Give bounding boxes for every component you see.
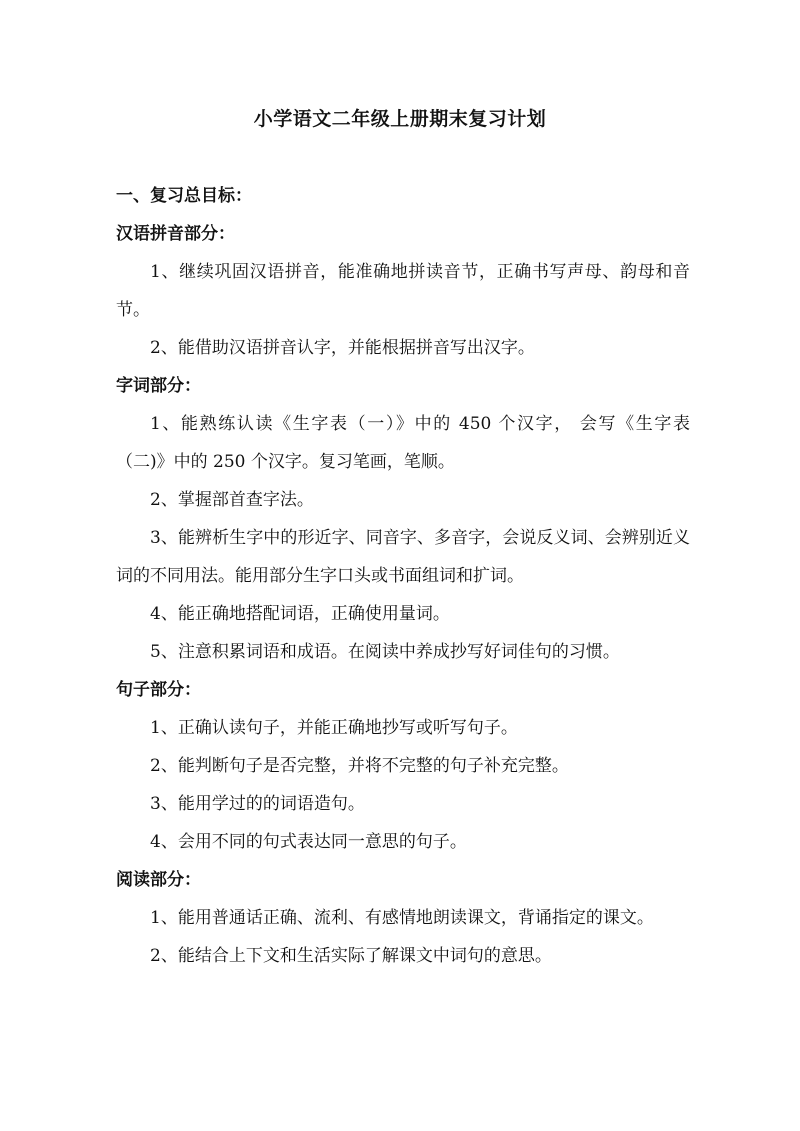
pinyin-item-1: 1、继续巩固汉语拼音，能准确地拼读音节，正确书写声母、韵母和音节。 — [116, 262, 690, 320]
subheading-sentences: 句子部分： — [116, 680, 201, 700]
subheading-reading: 阅读部分： — [116, 870, 201, 890]
words-item-5: 5、注意积累词语和成语。在阅读中养成抄写好词佳句的习惯。 — [150, 642, 620, 662]
sentences-item-1: 1、正确认读句子，并能正确地抄写或听写句子。 — [150, 718, 518, 738]
subheading-words: 字词部分： — [116, 376, 201, 396]
words-item-3: 3、能辨析生字中的形近字、同音字、多音字，会说反义词、会辨别近义词的不同用法。能用部分生字口头或书面组词和扩词。 — [116, 528, 690, 586]
words-item-1: 1、能熟练认读《生字表（一）》中的 450 个汉字， 会写《生字表（二)》中的 250 个汉字。复习笔画，笔顺。 — [116, 414, 690, 472]
words-item-4: 4、能正确地搭配词语，正确使用量词。 — [150, 604, 450, 624]
section-heading-goals: 一、复习总目标： — [116, 186, 252, 206]
words-item-2: 2、掌握部首查字法。 — [150, 490, 314, 510]
reading-item-1: 1、能用普通话正确、流利、有感情地朗读课文，背诵指定的课文。 — [150, 908, 654, 928]
document-title: 小学语文二年级上册期末复习计划 — [253, 108, 547, 130]
sentences-item-2: 2、能判断句子是否完整，并将不完整的句子补充完整。 — [150, 756, 569, 776]
subheading-pinyin: 汉语拼音部分： — [116, 224, 235, 244]
sentences-item-3: 3、能用学过的的词语造句。 — [150, 794, 365, 814]
reading-item-2: 2、能结合上下文和生活实际了解课文中词句的意思。 — [150, 946, 552, 966]
sentences-item-4: 4、会用不同的句式表达同一意思的句子。 — [150, 832, 467, 852]
document-body — [116, 177, 690, 975]
pinyin-item-2: 2、能借助汉语拼音认字，并能根据拼音写出汉字。 — [150, 338, 535, 358]
